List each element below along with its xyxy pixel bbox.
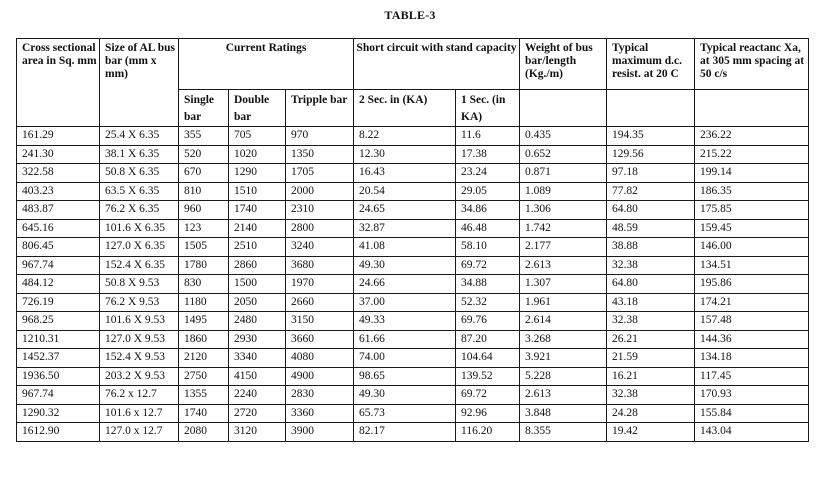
cell-weight: 2.614	[520, 312, 607, 331]
cell-single-bar: 960	[179, 201, 229, 220]
cell-sc-1-sec: 69.76	[456, 312, 520, 331]
cell-size: 76.2 x 12.7	[100, 386, 179, 405]
cell-cross-section: 403.23	[17, 182, 100, 201]
cell-reactance: 155.84	[695, 404, 809, 423]
cell-tripple-bar: 3660	[286, 330, 354, 349]
table-row	[17, 404, 809, 423]
cell-tripple-bar: 3150	[286, 312, 354, 331]
cell-double-bar: 1290	[229, 164, 286, 183]
cell-weight: 2.613	[520, 256, 607, 275]
cell-reactance: 134.18	[695, 349, 809, 368]
cell-weight: 1.306	[520, 201, 607, 220]
cell-double-bar: 2510	[229, 238, 286, 257]
cell-single-bar: 123	[179, 219, 229, 238]
cell-single-bar: 1505	[179, 238, 229, 257]
cell-resistance: 38.88	[607, 238, 695, 257]
cell-cross-section: 241.30	[17, 145, 100, 164]
cell-resistance: 16.21	[607, 367, 695, 386]
cell-sc-1-sec: 87.20	[456, 330, 520, 349]
cell-sc-1-sec: 34.88	[456, 275, 520, 294]
cell-reactance: 175.85	[695, 201, 809, 220]
cell-single-bar: 830	[179, 275, 229, 294]
cell-tripple-bar: 1705	[286, 164, 354, 183]
cell-sc-1-sec: 17.38	[456, 145, 520, 164]
cell-tripple-bar: 3900	[286, 423, 354, 442]
cell-double-bar: 2480	[229, 312, 286, 331]
cell-cross-section: 645.16	[17, 219, 100, 238]
cell-sc-2-sec: 20.54	[354, 182, 456, 201]
cell-sc-1-sec: 139.52	[456, 367, 520, 386]
cell-double-bar: 4150	[229, 367, 286, 386]
cell-size: 76.2 X 6.35	[100, 201, 179, 220]
cell-reactance: 146.00	[695, 238, 809, 257]
cell-size: 203.2 X 9.53	[100, 367, 179, 386]
cell-reactance: 157.48	[695, 312, 809, 331]
cell-resistance: 194.35	[607, 127, 695, 146]
header-1-sec: 1 Sec. (in KA)	[456, 90, 520, 127]
cell-single-bar: 2750	[179, 367, 229, 386]
cell-cross-section: 806.45	[17, 238, 100, 257]
cell-tripple-bar: 2310	[286, 201, 354, 220]
table-row	[17, 238, 809, 257]
cell-tripple-bar: 1970	[286, 275, 354, 294]
cell-size: 63.5 X 6.35	[100, 182, 179, 201]
header-size: Size of AL bus bar (mm x mm)	[100, 39, 179, 127]
cell-double-bar: 1740	[229, 201, 286, 220]
cell-reactance: 174.21	[695, 293, 809, 312]
cell-weight: 2.177	[520, 238, 607, 257]
cell-reactance: 236.22	[695, 127, 809, 146]
table-row	[17, 386, 809, 405]
cell-cross-section: 1452.37	[17, 349, 100, 368]
cell-sc-2-sec: 49.30	[354, 256, 456, 275]
cell-cross-section: 967.74	[17, 256, 100, 275]
cell-cross-section: 1936.50	[17, 367, 100, 386]
cell-sc-2-sec: 74.00	[354, 349, 456, 368]
cell-tripple-bar: 2660	[286, 293, 354, 312]
cell-tripple-bar: 2830	[286, 386, 354, 405]
cell-single-bar: 1495	[179, 312, 229, 331]
cell-single-bar: 1180	[179, 293, 229, 312]
header-reactance: Typical reactanc Xa, at 305 mm spacing at 50 c/s	[695, 39, 809, 90]
cell-tripple-bar: 2000	[286, 182, 354, 201]
cell-sc-2-sec: 12.30	[354, 145, 456, 164]
cell-weight: 1.742	[520, 219, 607, 238]
cell-double-bar: 1510	[229, 182, 286, 201]
cell-double-bar: 2860	[229, 256, 286, 275]
cell-resistance: 77.82	[607, 182, 695, 201]
cell-reactance: 144.36	[695, 330, 809, 349]
cell-tripple-bar: 4900	[286, 367, 354, 386]
table-row	[17, 256, 809, 275]
cell-tripple-bar: 1350	[286, 145, 354, 164]
header-2-sec: 2 Sec. in (KA)	[354, 90, 456, 127]
cell-sc-2-sec: 65.73	[354, 404, 456, 423]
cell-weight: 0.652	[520, 145, 607, 164]
table-row	[17, 201, 809, 220]
cell-single-bar: 355	[179, 127, 229, 146]
cell-sc-2-sec: 41.08	[354, 238, 456, 257]
cell-reactance: 215.22	[695, 145, 809, 164]
cell-resistance: 32.38	[607, 386, 695, 405]
cell-size: 38.1 X 6.35	[100, 145, 179, 164]
cell-sc-1-sec: 52.32	[456, 293, 520, 312]
table-row	[17, 293, 809, 312]
cell-resistance: 24.28	[607, 404, 695, 423]
cell-sc-2-sec: 8.22	[354, 127, 456, 146]
cell-weight: 3.268	[520, 330, 607, 349]
cell-weight: 0.871	[520, 164, 607, 183]
cell-sc-1-sec: 92.96	[456, 404, 520, 423]
cell-cross-section: 967.74	[17, 386, 100, 405]
cell-tripple-bar: 3360	[286, 404, 354, 423]
cell-resistance: 64.80	[607, 201, 695, 220]
table-row	[17, 145, 809, 164]
cell-single-bar: 810	[179, 182, 229, 201]
cell-resistance: 32.38	[607, 312, 695, 331]
cell-size: 76.2 X 9.53	[100, 293, 179, 312]
cell-cross-section: 726.19	[17, 293, 100, 312]
table-row	[17, 275, 809, 294]
cell-cross-section: 322.58	[17, 164, 100, 183]
cell-reactance: 117.45	[695, 367, 809, 386]
cell-sc-1-sec: 116.20	[456, 423, 520, 442]
cell-weight: 8.355	[520, 423, 607, 442]
cell-weight: 1.961	[520, 293, 607, 312]
cell-sc-1-sec: 69.72	[456, 256, 520, 275]
cell-single-bar: 1780	[179, 256, 229, 275]
cell-double-bar: 1020	[229, 145, 286, 164]
cell-single-bar: 670	[179, 164, 229, 183]
cell-weight: 1.089	[520, 182, 607, 201]
cell-sc-1-sec: 58.10	[456, 238, 520, 257]
cell-reactance: 186.35	[695, 182, 809, 201]
cell-size: 50.8 X 6.35	[100, 164, 179, 183]
header-empty-resistance	[607, 90, 695, 127]
header-cross-section: Cross sectional area in Sq. mm	[17, 39, 100, 127]
cell-tripple-bar: 2800	[286, 219, 354, 238]
cell-weight: 1.307	[520, 275, 607, 294]
cell-single-bar: 1860	[179, 330, 229, 349]
cell-single-bar: 2120	[179, 349, 229, 368]
cell-resistance: 129.56	[607, 145, 695, 164]
cell-sc-2-sec: 24.66	[354, 275, 456, 294]
cell-sc-1-sec: 46.48	[456, 219, 520, 238]
cell-tripple-bar: 970	[286, 127, 354, 146]
cell-cross-section: 483.87	[17, 201, 100, 220]
cell-weight: 3.921	[520, 349, 607, 368]
table-row	[17, 219, 809, 238]
cell-double-bar: 2930	[229, 330, 286, 349]
cell-reactance: 195.86	[695, 275, 809, 294]
cell-cross-section: 161.29	[17, 127, 100, 146]
table-row	[17, 367, 809, 386]
cell-single-bar: 1355	[179, 386, 229, 405]
cell-weight: 0.435	[520, 127, 607, 146]
cell-double-bar: 1500	[229, 275, 286, 294]
cell-tripple-bar: 4080	[286, 349, 354, 368]
cell-resistance: 48.59	[607, 219, 695, 238]
header-empty-weight	[520, 90, 607, 127]
cell-double-bar: 705	[229, 127, 286, 146]
cell-size: 101.6 X 9.53	[100, 312, 179, 331]
header-short-circuit: Short circuit with stand capacity	[354, 39, 520, 90]
table-body	[17, 127, 809, 442]
cell-sc-1-sec: 69.72	[456, 386, 520, 405]
header-single-bar: Single bar	[179, 90, 229, 127]
cell-sc-2-sec: 37.00	[354, 293, 456, 312]
cell-size: 25.4 X 6.35	[100, 127, 179, 146]
cell-resistance: 26.21	[607, 330, 695, 349]
cell-resistance: 19.42	[607, 423, 695, 442]
table-row	[17, 423, 809, 442]
cell-sc-1-sec: 34.86	[456, 201, 520, 220]
table-row	[17, 164, 809, 183]
table-row	[17, 127, 809, 146]
cell-double-bar: 3120	[229, 423, 286, 442]
cell-resistance: 64.80	[607, 275, 695, 294]
header-double-bar: Double bar	[229, 90, 286, 127]
cell-sc-1-sec: 11.6	[456, 127, 520, 146]
cell-resistance: 32.38	[607, 256, 695, 275]
cell-size: 101.6 x 12.7	[100, 404, 179, 423]
table-row	[17, 349, 809, 368]
cell-sc-2-sec: 49.33	[354, 312, 456, 331]
cell-sc-1-sec: 23.24	[456, 164, 520, 183]
cell-sc-1-sec: 104.64	[456, 349, 520, 368]
cell-double-bar: 2140	[229, 219, 286, 238]
table-row	[17, 312, 809, 331]
cell-sc-2-sec: 49.30	[354, 386, 456, 405]
cell-weight: 2.613	[520, 386, 607, 405]
cell-reactance: 199.14	[695, 164, 809, 183]
header-tripple-bar: Tripple bar	[286, 90, 354, 127]
cell-weight: 5.228	[520, 367, 607, 386]
cell-cross-section: 1210.31	[17, 330, 100, 349]
cell-sc-1-sec: 29.05	[456, 182, 520, 201]
cell-double-bar: 2720	[229, 404, 286, 423]
cell-double-bar: 2050	[229, 293, 286, 312]
cell-size: 101.6 X 6.35	[100, 219, 179, 238]
cell-size: 127.0 X 6.35	[100, 238, 179, 257]
cell-size: 50.8 X 9.53	[100, 275, 179, 294]
cell-sc-2-sec: 82.17	[354, 423, 456, 442]
cell-size: 152.4 X 9.53	[100, 349, 179, 368]
cell-cross-section: 1290.32	[17, 404, 100, 423]
header-empty-reactance	[695, 90, 809, 127]
cell-size: 127.0 X 9.53	[100, 330, 179, 349]
table-row	[17, 182, 809, 201]
cell-double-bar: 2240	[229, 386, 286, 405]
header-current-ratings: Current Ratings	[179, 39, 354, 90]
header-weight: Weight of bus bar/length (Kg./m)	[520, 39, 607, 90]
cell-single-bar: 1740	[179, 404, 229, 423]
cell-double-bar: 3340	[229, 349, 286, 368]
cell-resistance: 21.59	[607, 349, 695, 368]
cell-single-bar: 2080	[179, 423, 229, 442]
cell-cross-section: 484.12	[17, 275, 100, 294]
cell-reactance: 159.45	[695, 219, 809, 238]
cell-reactance: 170.93	[695, 386, 809, 405]
cell-sc-2-sec: 61.66	[354, 330, 456, 349]
cell-sc-2-sec: 32.87	[354, 219, 456, 238]
cell-sc-2-sec: 24.65	[354, 201, 456, 220]
bus-bar-table	[16, 38, 809, 442]
cell-weight: 3.848	[520, 404, 607, 423]
cell-sc-2-sec: 98.65	[354, 367, 456, 386]
cell-size: 152.4 X 6.35	[100, 256, 179, 275]
header-resistance: Typical maximum d.c. resist. at 20 C	[607, 39, 695, 90]
table-row	[17, 330, 809, 349]
cell-size: 127.0 x 12.7	[100, 423, 179, 442]
cell-reactance: 134.51	[695, 256, 809, 275]
table-title: TABLE-3	[384, 8, 436, 22]
cell-sc-2-sec: 16.43	[354, 164, 456, 183]
cell-resistance: 97.18	[607, 164, 695, 183]
cell-cross-section: 1612.90	[17, 423, 100, 442]
cell-tripple-bar: 3240	[286, 238, 354, 257]
cell-reactance: 143.04	[695, 423, 809, 442]
cell-tripple-bar: 3680	[286, 256, 354, 275]
cell-cross-section: 968.25	[17, 312, 100, 331]
cell-resistance: 43.18	[607, 293, 695, 312]
cell-single-bar: 520	[179, 145, 229, 164]
